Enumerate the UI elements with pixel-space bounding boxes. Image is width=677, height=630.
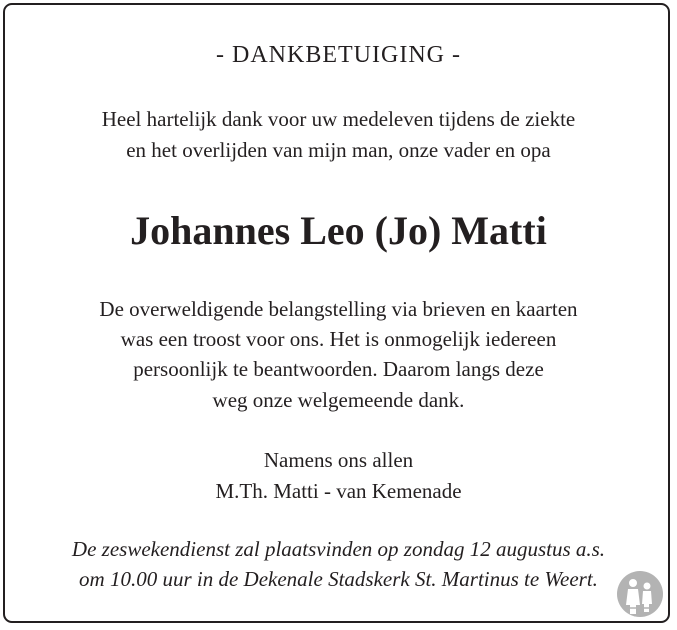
- intro-line-1: Heel hartelijk dank voor uw medeleven tijdens de ziekte: [101, 107, 576, 131]
- service-note-line-1: De zeswekendienst zal plaatsvinden op zondag 12 augustus a.s.: [71, 537, 606, 561]
- signature-line-1: Namens ons allen: [263, 448, 414, 472]
- deceased-name: Johannes Leo (Jo) Matti: [130, 208, 547, 253]
- mourning-figures-logo-icon: [616, 570, 664, 618]
- message-line-3: persoonlijk te beantwoorden. Daarom langs deze: [133, 357, 544, 381]
- notice-heading: - DANKBETUIGING -: [216, 42, 461, 68]
- message-line-2: was een troost voor ons. Het is onmogelijk iedereen: [120, 327, 557, 351]
- message-line-1: De overweldigende belangstelling via brieven en kaarten: [99, 297, 578, 321]
- message-line-4: weg onze welgemeende dank.: [212, 388, 465, 412]
- signature-line-2: M.Th. Matti - van Kemenade: [215, 479, 462, 503]
- service-note-line-2: om 10.00 uur in de Dekenale Stadskerk St. Martinus te Weert.: [79, 567, 598, 591]
- intro-line-2: en het overlijden van mijn man, onze vader en opa: [126, 138, 551, 162]
